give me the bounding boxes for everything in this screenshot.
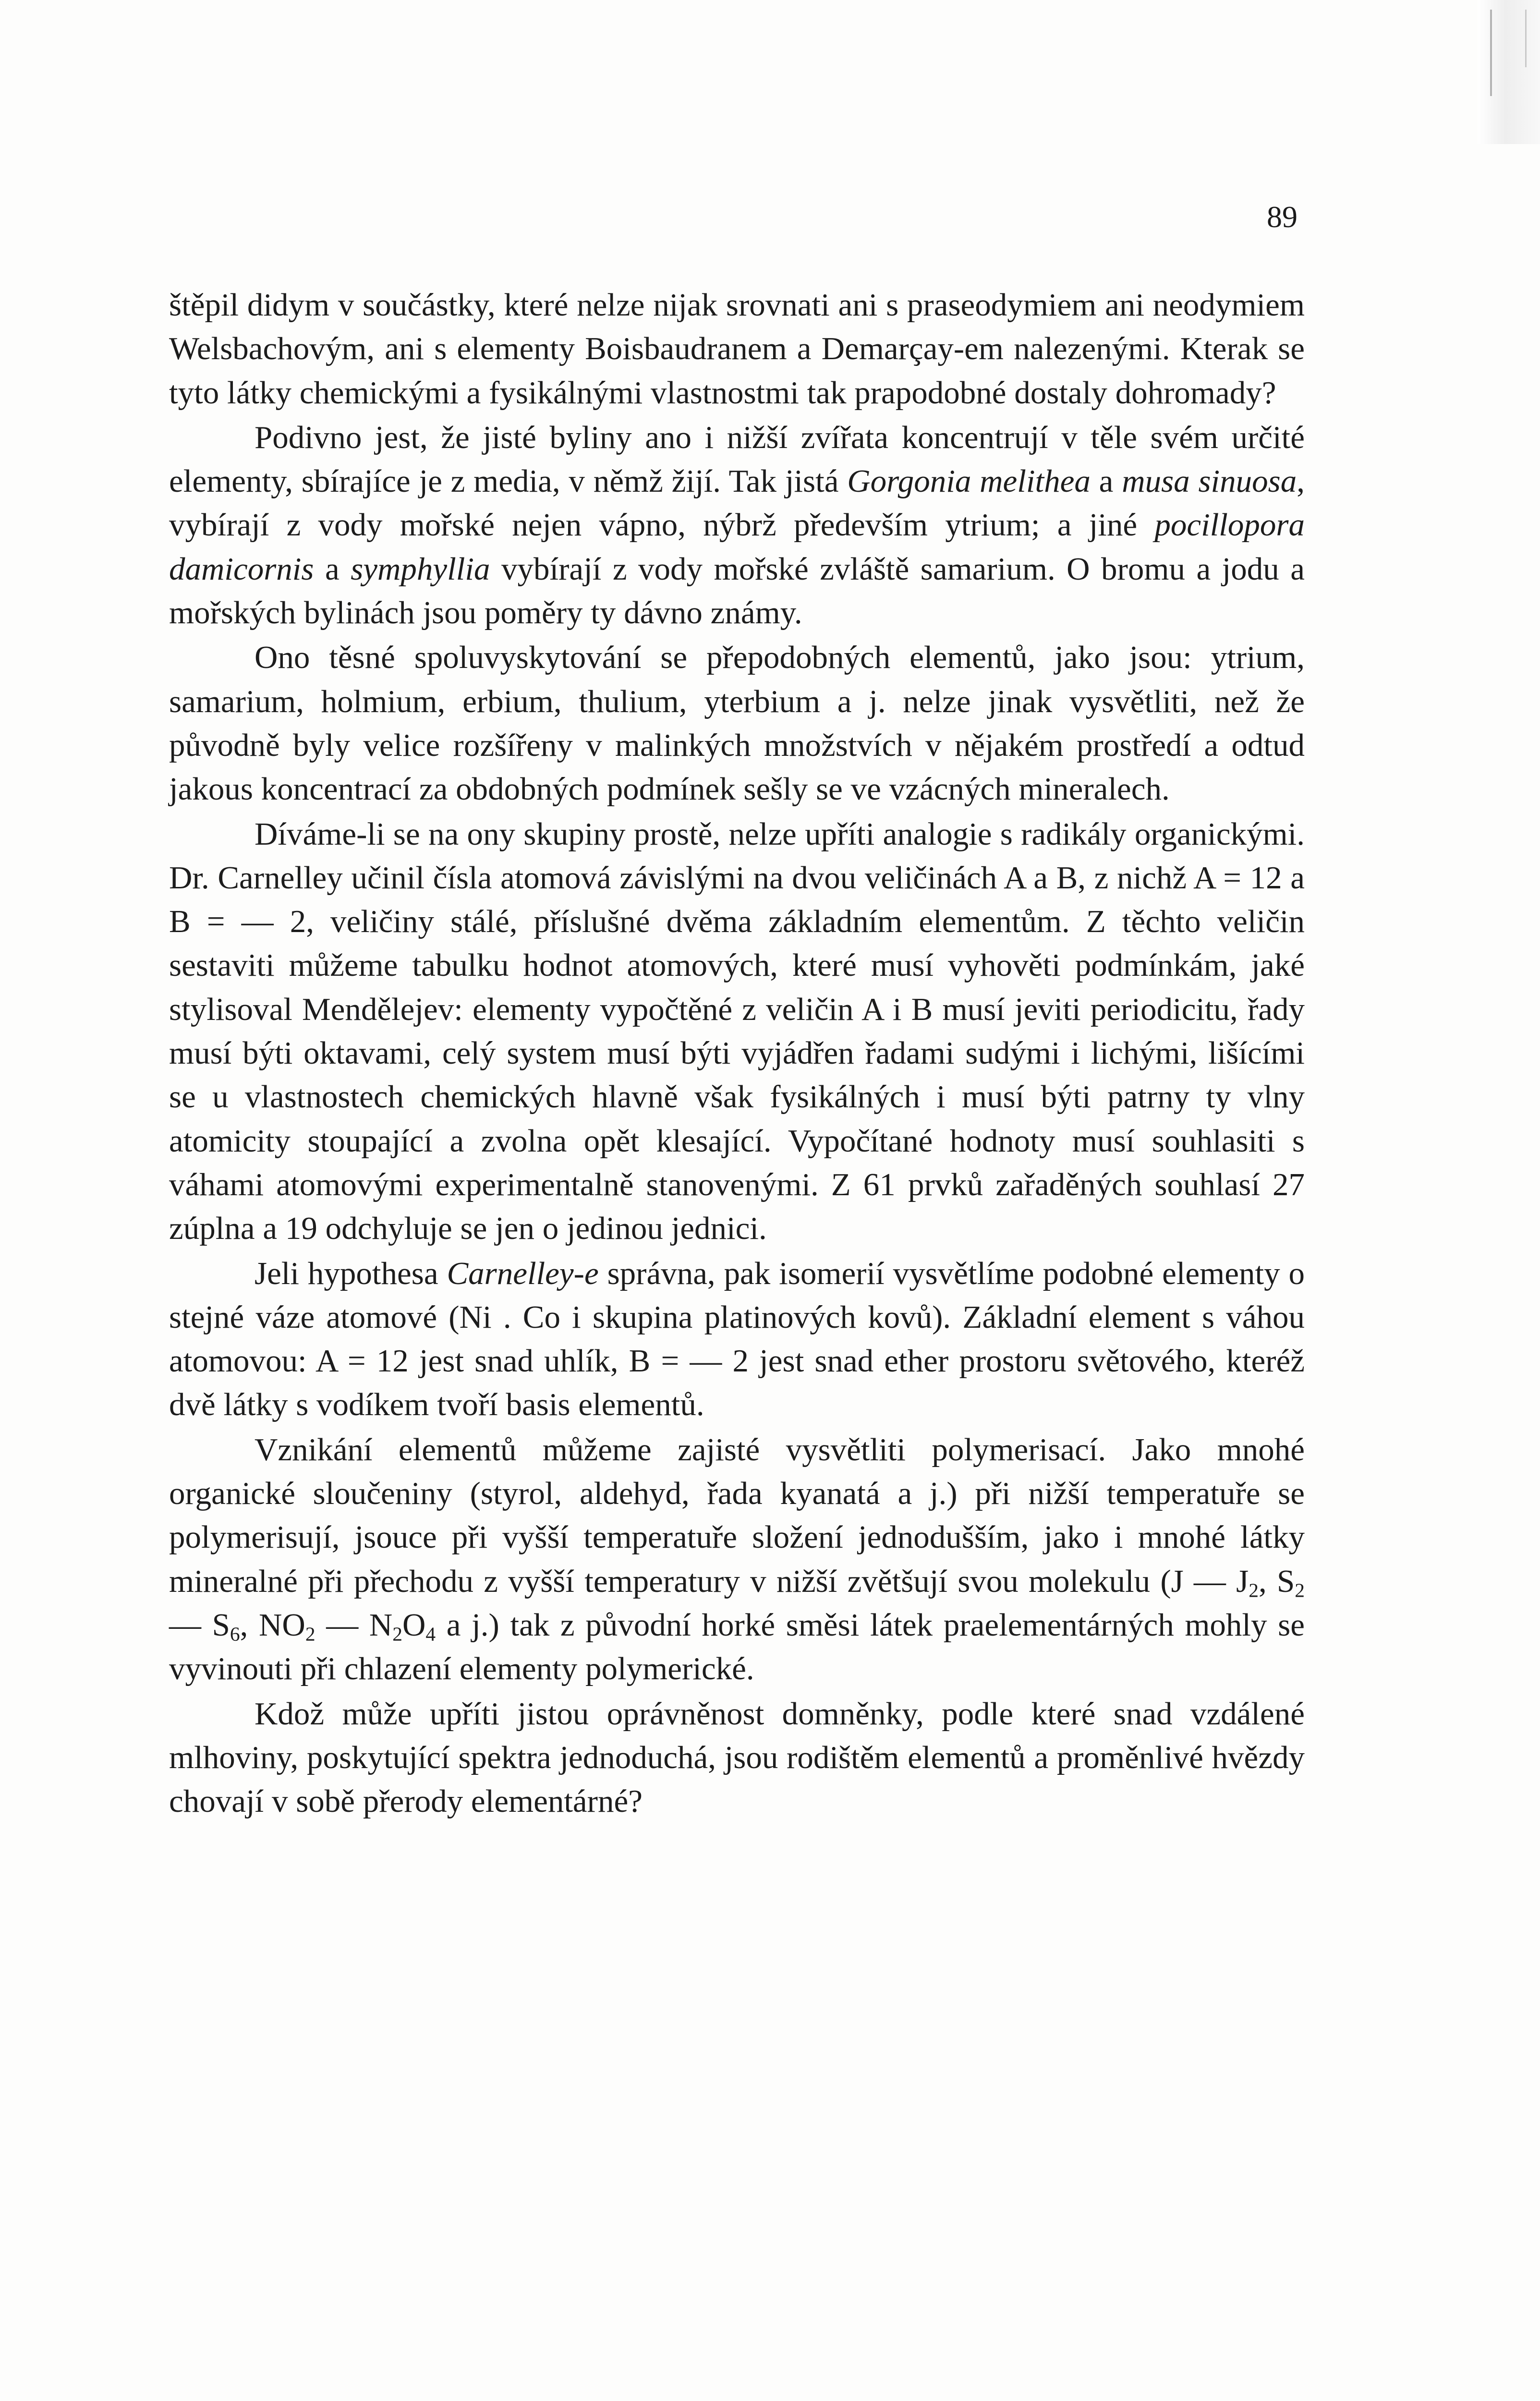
text-run: , NO [240, 1607, 305, 1643]
italic-term: Carnelley-e [447, 1255, 599, 1291]
text-run: a [314, 551, 351, 587]
paragraph [169, 416, 1305, 635]
scan-edge-mark [1490, 10, 1492, 96]
subscript: 2 [305, 1623, 315, 1645]
text-run: vybírají z vody mořské zvláště samarium. O bromu a jodu a mořských bylinách jsou poměry ty dávno známy. [169, 551, 1305, 631]
text-run: — N [315, 1607, 393, 1643]
scan-edge-shadow [1478, 0, 1540, 144]
body-text [169, 283, 1305, 1823]
text-run: O [402, 1607, 426, 1643]
text-run: — S [169, 1607, 230, 1643]
page-number: 89 [1267, 200, 1297, 234]
paragraph [169, 636, 1305, 811]
text-run: Podivno jest, že jisté byliny ano i nižší zvířata koncentrují v těle svém určité elementy, sbírajíce je z media, v němž žijí. Tak jistá [169, 419, 1305, 499]
text-run: Kdož může upříti jistou oprávněnost domněnky, podle které snad vzdálené mlhoviny, poskytující spektra jednoduchá, jsou rodištěm elementů a proměnlivé hvězdy chovají v sobě přerody elementárné? [169, 1696, 1305, 1819]
italic-term: musa sinuosa [1122, 463, 1297, 499]
italic-term: pocillopora damicornis [169, 507, 1305, 587]
text-run: Ono těsné spoluvyskytování se přepodobných elementů, jako jsou: ytrium, samarium, holmium, erbium, thulium, yterbium a j. nelze jinak vysvětliti, než že původně byly velice rozšířeny v malinkých množstvích v nějakém prostředí a odtud jakous koncentrací za obdobných podmínek sešly se ve vzácných mineralech. [169, 640, 1305, 807]
text-run: Díváme-li se na ony skupiny prostě, nelze upříti analogie s radikály organickými. Dr. Carnelley učinil čísla atomová závislými na dvou veličinách A a B, z nichž A = 12 a B = — 2, veličiny stálé, příslušné dvěma základním elementům. Z těchto veličin sestaviti můžeme tabulku hodnot atomových, které musí vyhověti podmínkám, jaké stylisoval Mendělejev: elementy vypočtěné z veličin A i B musí jeviti periodicitu, řady musí býti oktavami, celý system musí býti vyjádřen řadami sudými i lichými, lišícími se u vlastnostech chemických hlavně však fysikálných i musí býti patrny ty vlny atomicity stoupající a zvolna opět klesající. Vypočítané hodnoty musí souhlasiti s váhami atomovými experimentalně stanovenými. Z 61 prvků zařaděných souhlasí 27 zúplna a 19 odchyluje se jen o jedinou jednici. [169, 816, 1305, 1247]
text-run: správna, pak isomerií vysvětlíme podobné elementy o stejné váze atomové (Ni . Co i skupina platinových kovů). Základní element s váhou atomovou: A = 12 jest snad uhlík, B = — 2 jest snad ether prostoru světového, kteréž dvě látky s vodíkem tvoří basis elementů. [169, 1255, 1305, 1423]
subscript: 2 [1249, 1578, 1259, 1601]
subscript: 2 [392, 1623, 402, 1645]
text-run: Vznikání elementů můžeme zajisté vysvětliti polymerisací. Jako mnohé organické sloučeniny (styrol, aldehyd, řada kyanatá a j.) při nižší temperatuře se polymerisují, jsouce při vyšší temperatuře složení jednodušším, jako i mnohé látky mineralné při přechodu z vyšší temperatury v nižší zvětšují svou molekulu (J — J [169, 1431, 1305, 1599]
paragraph [169, 283, 1305, 415]
text-run: štěpil didym v součástky, které nelze nijak srovnati ani s praseodymiem ani neodymiem Welsbachovým, ani s elementy Boisbaudranem a Demarçay-em nalezenými. Kterak se tyto látky chemickými a fysikálnými vlastnostmi tak prapodobné dostaly dohromady? [169, 287, 1305, 411]
paragraph [169, 1692, 1305, 1824]
paragraph [169, 1252, 1305, 1427]
italic-term: Gorgonia melithea [847, 463, 1091, 499]
italic-term: symphyllia [351, 551, 490, 587]
subscript: 2 [1295, 1578, 1305, 1601]
text-run: a j.) tak z původní horké směsi látek praelementárných mohly se vyvinouti při chlazení elementy polymerické. [169, 1607, 1305, 1687]
text-run: , vybírají z vody mořské nejen vápno, nýbrž především ytrium; a jiné [169, 463, 1305, 543]
text-run: , S [1259, 1563, 1295, 1599]
paragraph [169, 812, 1305, 1251]
subscript: 4 [425, 1623, 436, 1645]
text-run: a [1090, 463, 1122, 499]
scan-edge-mark-secondary [1525, 10, 1527, 67]
paragraph [169, 1428, 1305, 1691]
text-run: Jeli hypothesa [255, 1255, 447, 1291]
subscript: 6 [230, 1623, 240, 1645]
